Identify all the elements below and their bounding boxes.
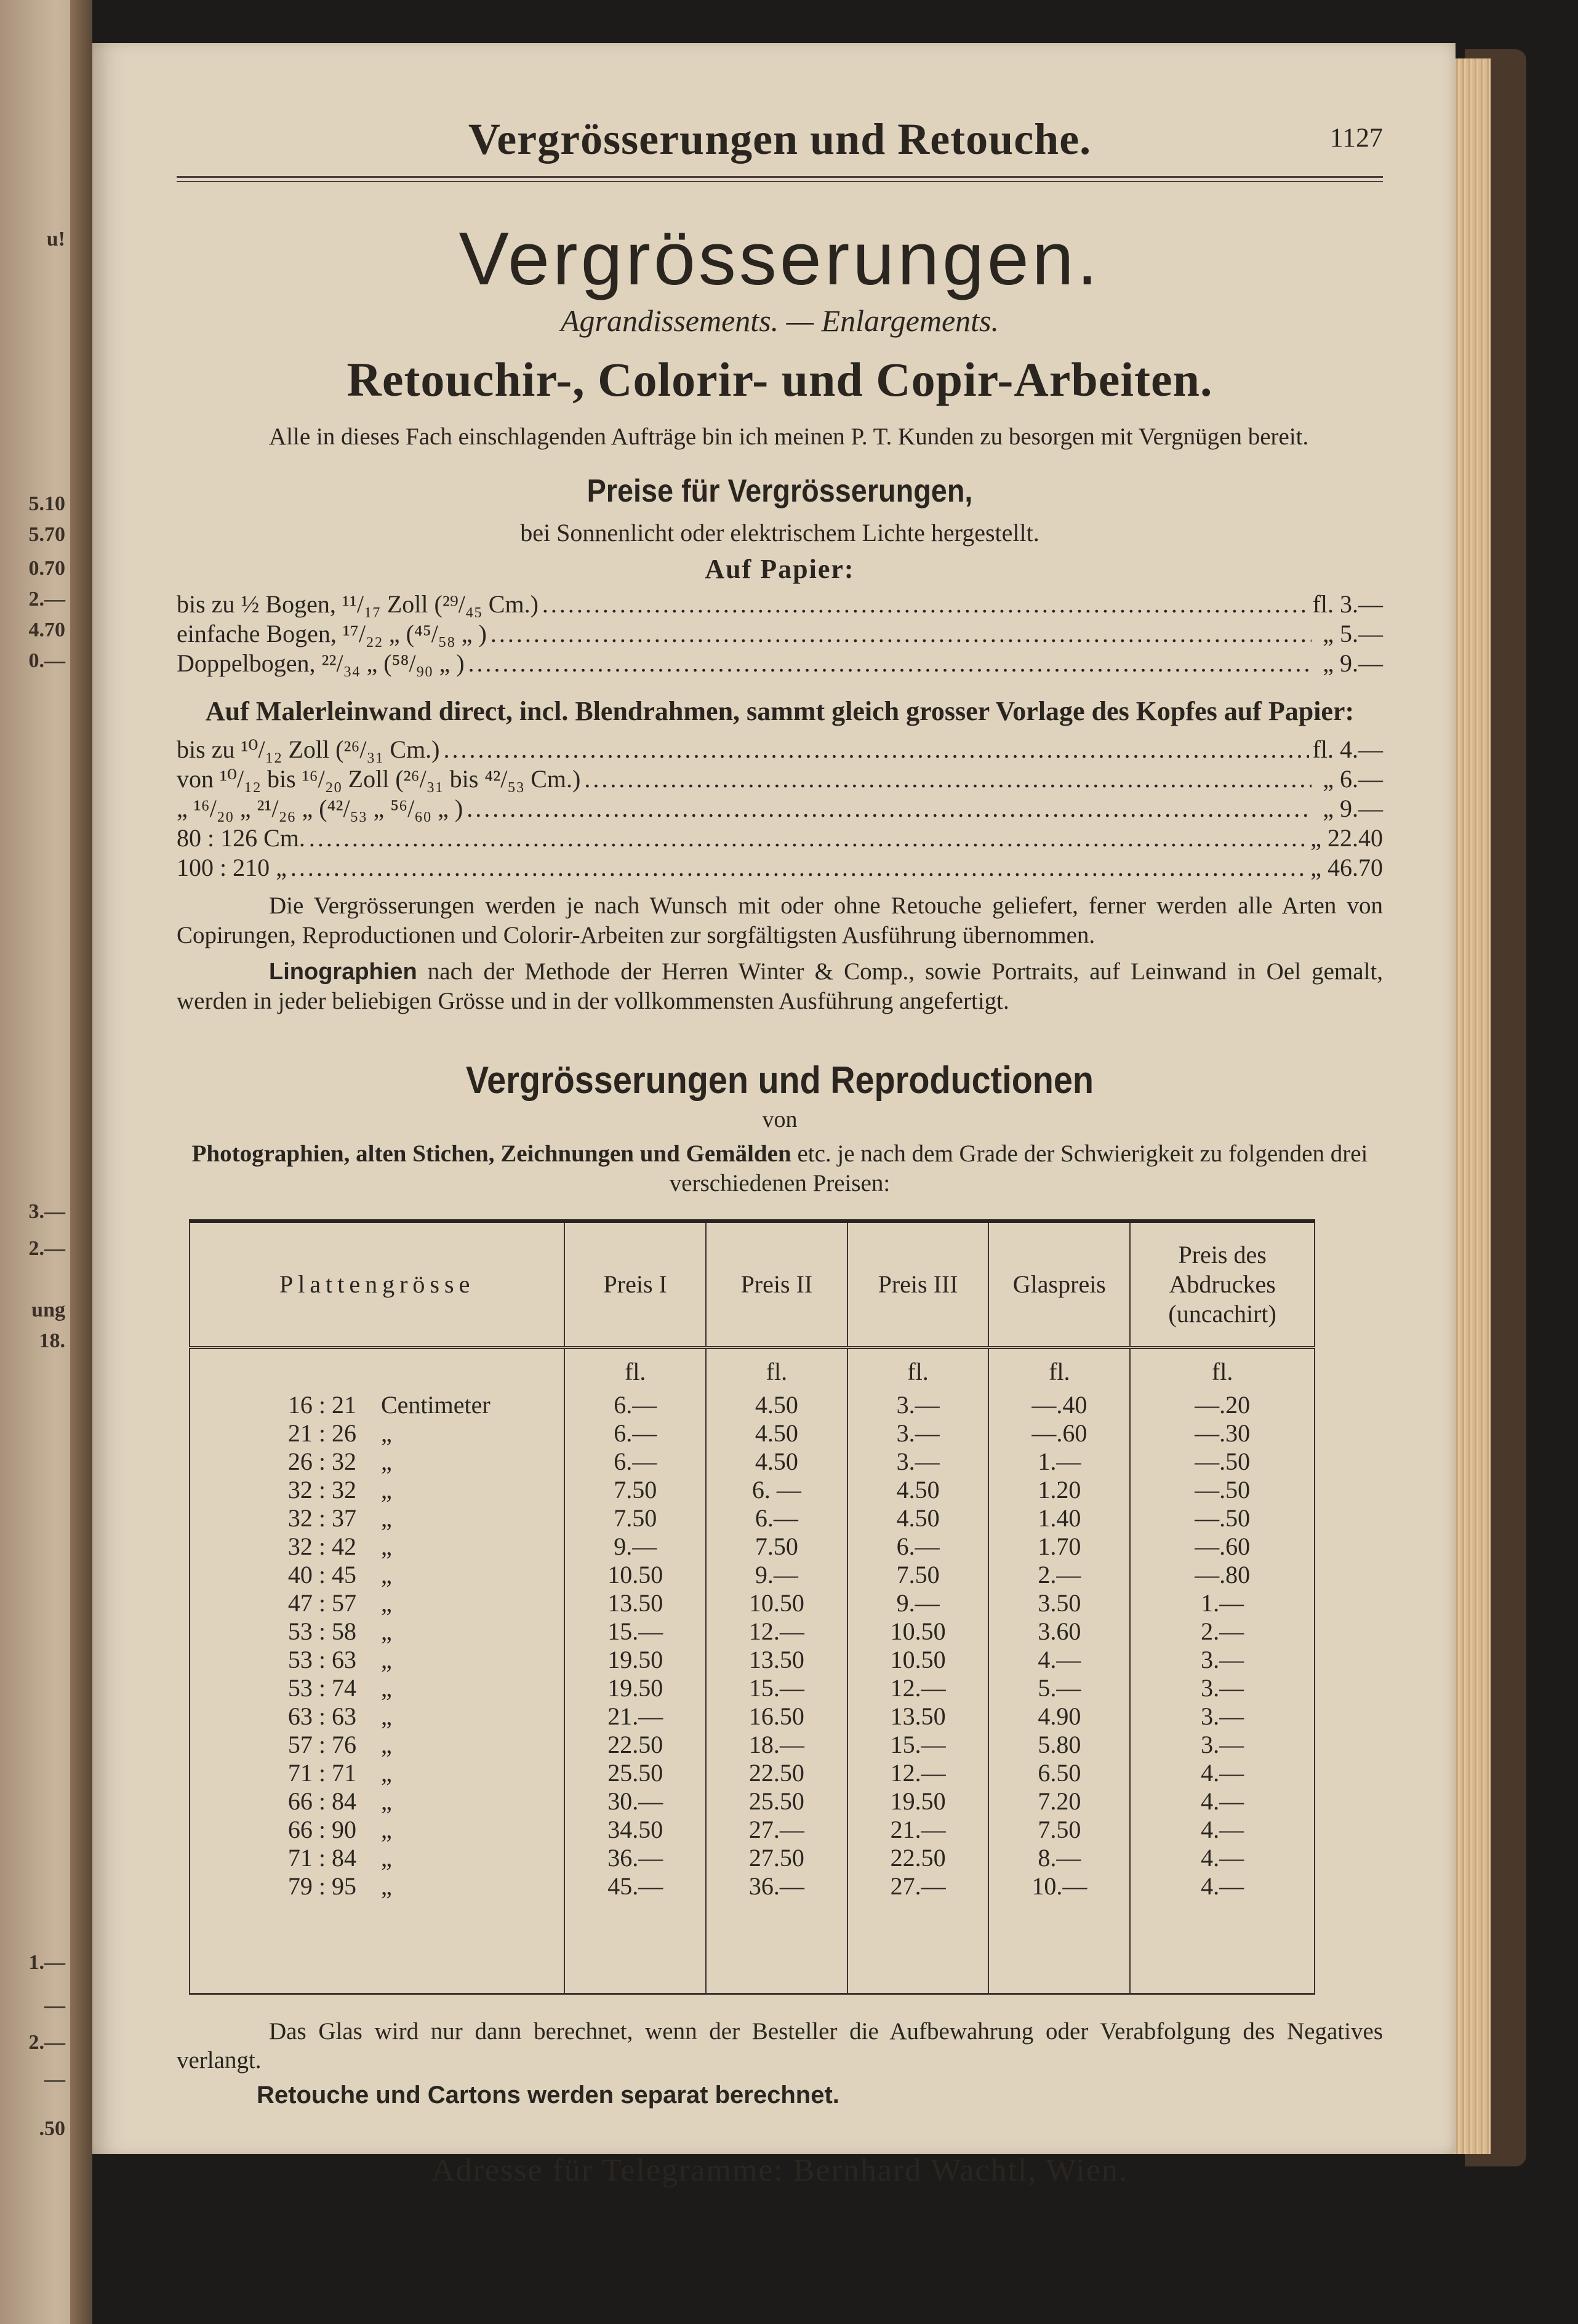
plate-size: 79 : 95 [287, 1872, 356, 1900]
price-cell-p1: 7.50 [564, 1476, 706, 1504]
intro-text: Alle in dieses Fach einschlagenden Aufträge bin ich meinen P. T. Kunden zu besorgen mit Vergnügen bereit. [269, 423, 1309, 451]
header-rule [177, 176, 1383, 182]
table-row [190, 1702, 1315, 1731]
dot-leader [444, 735, 1309, 764]
col-preis-3: Preis III [847, 1221, 989, 1348]
repro-rest: etc. je nach dem Grade der Schwierigkeit zu folgenden drei verschiedenen Preisen: [669, 1140, 1368, 1196]
price-line-label: bis zu ¹⁰/₁₂ Zoll (²⁶/₃₁ Cm.) [177, 735, 440, 764]
plate-size-unit: „ [381, 1843, 392, 1872]
left-page-fragment: 2.— [28, 2031, 65, 2054]
price-cell-p2: 6. — [706, 1476, 847, 1504]
dot-leader [542, 590, 1309, 619]
price-line [177, 735, 1383, 764]
lino-paragraph [177, 957, 1383, 1016]
subtitle: Agrandissements. — Enlargements. [561, 303, 999, 339]
plate-size: 66 : 84 [287, 1787, 356, 1815]
price-cell-abdruck: 4.— [1130, 1816, 1315, 1844]
price-line [177, 649, 1383, 678]
price-line-label: einfache Bogen, ¹⁷/₂₂ „ (⁴⁵/₅₈ „ ) [177, 619, 487, 647]
plate-size-unit: „ [381, 1447, 392, 1475]
price-cell-p2: 16.50 [706, 1702, 847, 1731]
plate-size-unit: „ [381, 1589, 392, 1617]
paper-price-list [177, 590, 1383, 678]
price-line [177, 853, 1383, 883]
price-cell-glas: 4.90 [988, 1702, 1130, 1731]
price-cell-p2: 18.— [706, 1731, 847, 1759]
plate-size-unit: „ [381, 1758, 392, 1787]
price-cell-p1: 19.50 [564, 1646, 706, 1674]
price-cell-glas: 2.— [988, 1561, 1130, 1589]
plate-size-unit: „ [381, 1560, 392, 1589]
price-cell-abdruck: —.80 [1130, 1561, 1315, 1589]
plate-size-cell [190, 1476, 564, 1504]
price-cell-p3: 3.— [847, 1448, 989, 1476]
repro-heading: Vergrösserungen und Reproductionen [465, 1059, 1094, 1102]
price-cell-glas: 8.— [988, 1844, 1130, 1872]
price-line [177, 764, 1383, 794]
left-page-fragment: — [44, 1994, 65, 2017]
price-cell-p1: 13.50 [564, 1589, 706, 1617]
currency-label: fl. [706, 1347, 847, 1391]
price-cell-p3: 27.— [847, 1872, 989, 1901]
plate-size: 32 : 32 [287, 1475, 356, 1504]
table-row [190, 1561, 1315, 1589]
price-cell-abdruck: 4.— [1130, 1844, 1315, 1872]
price-cell-abdruck: 3.— [1130, 1702, 1315, 1731]
plate-size: 66 : 90 [287, 1815, 356, 1843]
price-line [177, 823, 1383, 853]
plate-size-cell [190, 1702, 564, 1731]
retouch-note: Die Vergrösserungen werden je nach Wunsch mit oder ohne Retouche geliefert, ferner werden alle Arten von Copirungen, Reproductionen und Colorir-Arbeiten zur sorgfältigsten Ausführung übernommen. [177, 892, 1383, 948]
price-cell-p3: 22.50 [847, 1844, 989, 1872]
left-page-fragment: 5.70 [28, 523, 65, 546]
plate-size-cell [190, 1731, 564, 1759]
price-cell-abdruck: 3.— [1130, 1731, 1315, 1759]
plate-size-cell [190, 1759, 564, 1787]
plate-size: 21 : 26 [287, 1419, 356, 1447]
price-cell-p1: 30.— [564, 1787, 706, 1816]
table-row [190, 1646, 1315, 1674]
plate-size-cell [190, 1674, 564, 1702]
price-cell-abdruck: 4.— [1130, 1759, 1315, 1787]
repro-bold: Photographien, alten Stichen, Zeichnungen und Gemälden [191, 1140, 791, 1168]
price-line-label: 80 : 126 Cm. [177, 824, 305, 852]
plate-size: 53 : 74 [287, 1673, 356, 1702]
price-cell-p3: 4.50 [847, 1504, 989, 1533]
dot-leader [584, 764, 1312, 794]
price-cell-p1: 7.50 [564, 1504, 706, 1533]
price-table [189, 1219, 1315, 1995]
price-line [177, 794, 1383, 823]
prices-heading: Preise für Vergrösserungen, [587, 473, 973, 509]
table-row [190, 1844, 1315, 1872]
price-cell-glas: 3.50 [988, 1589, 1130, 1617]
price-cell-abdruck: —.20 [1130, 1391, 1315, 1419]
repro-von: von [762, 1107, 798, 1133]
plate-size-unit: „ [381, 1645, 392, 1673]
plate-size-cell [190, 1533, 564, 1561]
running-header [177, 111, 1383, 172]
price-cell-abdruck: 4.— [1130, 1787, 1315, 1816]
table-row [190, 1816, 1315, 1844]
price-cell-p2: 27.50 [706, 1844, 847, 1872]
price-cell-abdruck: —.50 [1130, 1448, 1315, 1476]
left-page-fragment: 5.10 [28, 492, 65, 515]
plate-size-cell [190, 1816, 564, 1844]
cartons-note: Retouche und Cartons werden separat berechnet. [257, 2081, 839, 2109]
col-preis-1: Preis I [564, 1221, 706, 1348]
plate-size-cell [190, 1504, 564, 1533]
plate-size: 16 : 21 [287, 1390, 356, 1419]
plate-size-unit: Centimeter [381, 1390, 491, 1419]
plate-size-cell [190, 1872, 564, 1901]
prices-subheading: bei Sonnenlicht oder elektrischem Lichte hergestellt. [520, 518, 1039, 547]
left-page-fragment: 3.— [28, 1200, 65, 1223]
price-cell-p3: 9.— [847, 1589, 989, 1617]
glass-note: Das Glas wird nur dann berechnet, wenn der Besteller die Aufbewahrung oder Verabfolgung des Negatives verlangt. [177, 2017, 1383, 2074]
canvas-heading: Auf Malerleinwand direct, incl. Blendrahmen, sammt gleich grosser Vorlage des Kopfes auf Papier: [205, 695, 1355, 726]
running-title: Vergrösserungen und Retouche. [468, 114, 1092, 164]
left-page-fragment: 2.— [28, 588, 65, 611]
price-cell-p3: 10.50 [847, 1617, 989, 1646]
price-cell-p2: 27.— [706, 1816, 847, 1844]
plate-size-unit: „ [381, 1532, 392, 1560]
plate-size-cell [190, 1448, 564, 1476]
price-cell-abdruck: 2.— [1130, 1617, 1315, 1646]
currency-label: fl. [988, 1347, 1130, 1391]
page-number: 1127 [1329, 122, 1383, 153]
price-cell-p2: 36.— [706, 1872, 847, 1901]
table-row [190, 1448, 1315, 1476]
paper-heading: Auf Papier: [705, 553, 855, 584]
table-row [190, 1731, 1315, 1759]
left-page-fragment: 0.70 [28, 557, 65, 580]
currency-label: fl. [564, 1347, 706, 1391]
lino-text: nach der Methode der Herren Winter & Comp., sowie Portraits, auf Leinwand in Oel gemalt, werden in jeder beliebigen Grösse und in der vollkommensten Ausführung angefertigt. [177, 958, 1383, 1014]
price-cell-p1: 45.— [564, 1872, 706, 1901]
dot-leader [309, 823, 1307, 853]
price-cell-glas: 1.70 [988, 1533, 1130, 1561]
plate-size-unit: „ [381, 1702, 392, 1730]
table-row [190, 1419, 1315, 1448]
price-cell-p1: 25.50 [564, 1759, 706, 1787]
table-row [190, 1391, 1315, 1419]
price-cell-p1: 21.— [564, 1702, 706, 1731]
left-page-fragment: 4.70 [28, 619, 65, 641]
table-row [190, 1504, 1315, 1533]
price-cell-abdruck: 1.— [1130, 1589, 1315, 1617]
price-line [177, 619, 1383, 649]
book-page [92, 43, 1456, 2188]
price-cell-glas: 5.— [988, 1674, 1130, 1702]
price-cell-glas: 4.— [988, 1646, 1130, 1674]
price-cell-p3: 21.— [847, 1816, 989, 1844]
plate-size-cell [190, 1391, 564, 1419]
price-cell-p3: 12.— [847, 1674, 989, 1702]
col-glaspreis: Glaspreis [988, 1221, 1130, 1348]
table-row [190, 1674, 1315, 1702]
price-cell-p2: 7.50 [706, 1533, 847, 1561]
price-line-label: Doppelbogen, ²²/₃₄ „ (⁵⁸/₉₀ „ ) [177, 649, 465, 677]
plate-size-cell [190, 1419, 564, 1448]
price-line-value: fl. 4.— [1312, 735, 1383, 764]
price-cell-p3: 6.— [847, 1533, 989, 1561]
price-line-label: von ¹⁰/₁₂ bis ¹⁶/₂₀ Zoll (²⁶/₃₁ bis ⁴²/₅₃ Cm.) [177, 765, 581, 793]
price-cell-p2: 4.50 [706, 1419, 847, 1448]
plate-size-cell [190, 1561, 564, 1589]
price-cell-glas: 3.60 [988, 1617, 1130, 1646]
price-cell-glas: —.40 [988, 1391, 1130, 1419]
price-cell-p3: 15.— [847, 1731, 989, 1759]
left-page-fragment: — [44, 2068, 65, 2091]
price-cell-p3: 10.50 [847, 1646, 989, 1674]
left-page-fragment: .50 [39, 2117, 65, 2140]
price-cell-abdruck: 4.— [1130, 1872, 1315, 1901]
plate-size-unit: „ [381, 1504, 392, 1532]
table-bottom-spacer [190, 1901, 1315, 1994]
left-page-fragment: 2.— [28, 1237, 65, 1260]
left-page-fragment: ung [31, 1299, 65, 1321]
lino-heading: Linographien [269, 959, 417, 985]
price-cell-glas: 1.— [988, 1448, 1130, 1476]
price-cell-p3: 19.50 [847, 1787, 989, 1816]
price-cell-p1: 22.50 [564, 1731, 706, 1759]
price-line-value: fl. 3.— [1312, 590, 1383, 618]
plate-size: 71 : 84 [287, 1843, 356, 1872]
price-line-value: „ 46.70 [1310, 854, 1383, 882]
page-title: Vergrösserungen. [459, 217, 1101, 300]
plate-size: 32 : 37 [287, 1504, 356, 1532]
plate-size: 53 : 63 [287, 1645, 356, 1673]
price-cell-glas: —.60 [988, 1419, 1130, 1448]
dot-leader [467, 794, 1312, 823]
price-cell-p3: 3.— [847, 1419, 989, 1448]
price-cell-p1: 10.50 [564, 1561, 706, 1589]
plate-size: 63 : 63 [287, 1702, 356, 1730]
table-row [190, 1759, 1315, 1787]
table-row [190, 1787, 1315, 1816]
price-cell-p2: 12.— [706, 1617, 847, 1646]
services-heading: Retouchir-, Colorir- und Copir-Arbeiten. [346, 353, 1213, 407]
price-line-value: „ 9.— [1323, 649, 1383, 677]
price-cell-p1: 6.— [564, 1448, 706, 1476]
book-gutter [70, 0, 92, 2324]
currency-label: fl. [847, 1347, 989, 1391]
table-row [190, 1476, 1315, 1504]
currency-label: fl. [1130, 1347, 1315, 1391]
plate-size: 71 : 71 [287, 1758, 356, 1787]
dot-leader [468, 649, 1312, 678]
price-cell-p3: 12.— [847, 1759, 989, 1787]
page-content [177, 111, 1383, 2189]
price-cell-p2: 4.50 [706, 1391, 847, 1419]
plate-size-cell [190, 1787, 564, 1816]
canvas-price-list [177, 735, 1383, 883]
price-cell-p1: 36.— [564, 1844, 706, 1872]
plate-size-cell [190, 1844, 564, 1872]
plate-size: 32 : 42 [287, 1532, 356, 1560]
price-cell-p3: 7.50 [847, 1561, 989, 1589]
telegram-address: Adresse für Telegramme: Bernhard Wachtl, Wien. [431, 2152, 1128, 2188]
dot-leader [290, 853, 1307, 883]
price-cell-p2: 15.— [706, 1674, 847, 1702]
plate-size-cell [190, 1589, 564, 1617]
repro-text [177, 1139, 1383, 1198]
price-cell-p1: 6.— [564, 1419, 706, 1448]
table-header-row [190, 1221, 1315, 1348]
price-cell-p2: 13.50 [706, 1646, 847, 1674]
plate-size-unit: „ [381, 1673, 392, 1702]
price-cell-abdruck: 3.— [1130, 1674, 1315, 1702]
price-cell-abdruck: —.50 [1130, 1504, 1315, 1533]
price-line-value: „ 6.— [1323, 765, 1383, 793]
price-cell-p1: 34.50 [564, 1816, 706, 1844]
plate-size: 40 : 45 [287, 1560, 356, 1589]
plate-size-unit: „ [381, 1872, 392, 1900]
table-row [190, 1533, 1315, 1561]
price-cell-p2: 4.50 [706, 1448, 847, 1476]
price-cell-p1: 6.— [564, 1391, 706, 1419]
plate-size-cell [190, 1617, 564, 1646]
price-line-label: „ ¹⁶/₂₀ „ ²¹/₂₆ „ (⁴²/₅₃ „ ⁵⁶/₆₀ „ ) [177, 795, 463, 823]
price-cell-glas: 1.40 [988, 1504, 1130, 1533]
price-cell-abdruck: —.50 [1130, 1476, 1315, 1504]
plate-size: 26 : 32 [287, 1447, 356, 1475]
plate-size: 53 : 58 [287, 1617, 356, 1645]
price-line [177, 590, 1383, 619]
plate-size-unit: „ [381, 1787, 392, 1815]
plate-size-unit: „ [381, 1475, 392, 1504]
price-cell-glas: 7.20 [988, 1787, 1130, 1816]
price-cell-p2: 22.50 [706, 1759, 847, 1787]
price-line-value: „ 5.— [1323, 619, 1383, 647]
price-cell-glas: 7.50 [988, 1816, 1130, 1844]
price-cell-p1: 19.50 [564, 1674, 706, 1702]
price-line-value: „ 22.40 [1310, 824, 1383, 852]
price-cell-glas: 6.50 [988, 1759, 1130, 1787]
col-abdruck: Preis des Abdruckes (uncachirt) [1130, 1221, 1315, 1348]
col-plattengroesse: Plattengrösse [190, 1221, 564, 1348]
plate-size-cell [190, 1646, 564, 1674]
left-page-fragment: u! [46, 228, 65, 250]
price-cell-p2: 10.50 [706, 1589, 847, 1617]
price-line-value: „ 9.— [1323, 795, 1383, 823]
dot-leader [491, 619, 1312, 649]
price-cell-p1: 9.— [564, 1533, 706, 1561]
price-cell-abdruck: 3.— [1130, 1646, 1315, 1674]
price-cell-p2: 9.— [706, 1561, 847, 1589]
table-row [190, 1617, 1315, 1646]
price-cell-glas: 5.80 [988, 1731, 1130, 1759]
price-cell-p2: 6.— [706, 1504, 847, 1533]
left-page-fragment: 18. [39, 1329, 65, 1352]
price-cell-p3: 4.50 [847, 1476, 989, 1504]
price-cell-abdruck: —.60 [1130, 1533, 1315, 1561]
price-cell-p3: 3.— [847, 1391, 989, 1419]
left-page-edge [0, 0, 92, 2324]
plate-size-unit: „ [381, 1617, 392, 1645]
price-cell-glas: 1.20 [988, 1476, 1130, 1504]
price-cell-p2: 25.50 [706, 1787, 847, 1816]
plate-size: 57 : 76 [287, 1730, 356, 1758]
plate-size: 47 : 57 [287, 1589, 356, 1617]
currency-row [190, 1347, 1315, 1391]
price-line-label: 100 : 210 „ [177, 854, 287, 882]
plate-size-unit: „ [381, 1815, 392, 1843]
plate-size-unit: „ [381, 1419, 392, 1447]
plate-size-unit: „ [381, 1730, 392, 1758]
price-cell-p3: 13.50 [847, 1702, 989, 1731]
price-cell-p1: 15.— [564, 1617, 706, 1646]
price-cell-abdruck: —.30 [1130, 1419, 1315, 1448]
left-page-fragment: 0.— [28, 649, 65, 672]
price-cell-glas: 10.— [988, 1872, 1130, 1901]
table-row [190, 1872, 1315, 1901]
price-line-label: bis zu ½ Bogen, ¹¹/₁₇ Zoll (²⁹/₄₅ Cm.) [177, 590, 539, 618]
table-row [190, 1589, 1315, 1617]
left-page-fragment: 1.— [28, 1951, 65, 1974]
col-preis-2: Preis II [706, 1221, 847, 1348]
